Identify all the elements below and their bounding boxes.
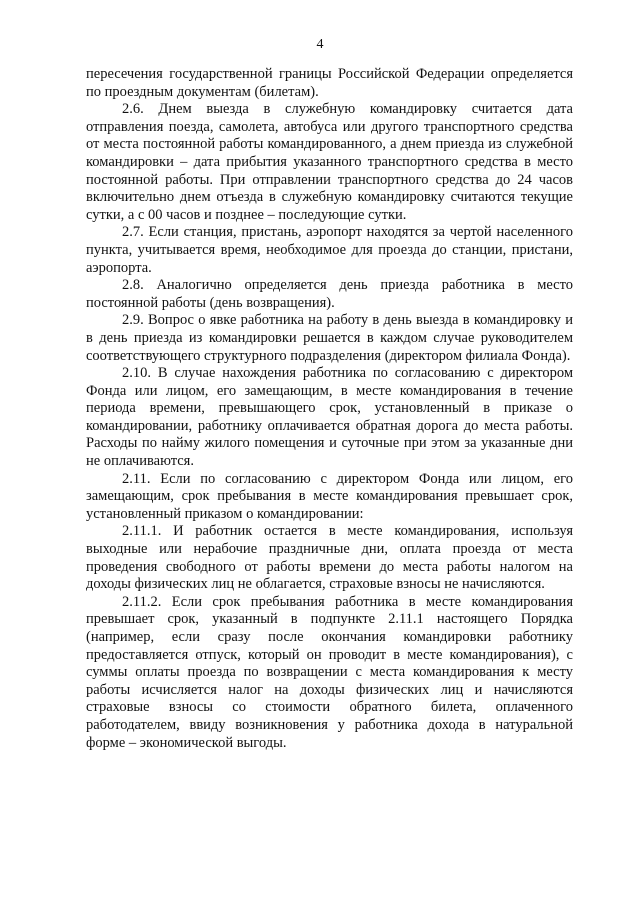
paragraph-2-8: 2.8. Аналогично определяется день приезда работника в место постоянной работы (день возвращения). — [86, 277, 573, 311]
paragraph-continuation: пересечения государственной границы Российской Федерации определяется по проездным документам (билетам). — [86, 66, 573, 100]
paragraph-2-7: 2.7. Если станция, пристань, аэропорт находятся за чертой населенного пункта, учитывается время, необходимое для проезда до станции, пристани, аэропорта. — [86, 224, 573, 276]
page-number: 4 — [316, 37, 324, 52]
paragraph-2-6: 2.6. Днем выезда в служебную командировку считается дата отправления поезда, самолета, автобуса или другого транспортного средства от места постоянной работы командированного, а днем приезда из служебной командировки – дата прибытия указанного транспортного средства в место постоянной работы. При отправлении транспортного средства до 24 часов включительно днем отъезда в служебную командировку считаются текущие сутки, а с 00 часов и позднее – последующие сутки. — [86, 101, 573, 223]
paragraph-2-11-1: 2.11.1. И работник остается в месте командирования, используя выходные или нерабочие праздничные дни, оплата проезда от места проведения свободного от работы времени до места работы налогом на доходы физических лиц не облагается, страховые взносы не начисляются. — [86, 523, 573, 593]
paragraph-2-10: 2.10. В случае нахождения работника по согласованию с директором Фонда или лицом, его замещающим, в месте командирования в течение периода времени, превышающего срок, установленный в приказе о командировании, работнику оплачивается обратная дорога до места работы. Расходы по найму жилого помещения и суточные при этом за указанные дни не оплачиваются. — [86, 365, 573, 470]
paragraph-2-9: 2.9. Вопрос о явке работника на работу в день выезда в командировку и в день приезда из командировки решается в каждом случае руководителем соответствующего структурного подразделения (директором филиала Фонда). — [86, 312, 573, 364]
paragraph-2-11: 2.11. Если по согласованию с директором Фонда или лицом, его замещающим, срок пребывания в месте командирования превышает срок, установленный приказом о командировании: — [86, 470, 573, 522]
paragraph-2-11-2: 2.11.2. Если срок пребывания работника в месте командирования превышает срок, указанный в подпункте 2.11.1 настоящего Порядка (например, если сразу после окончания командировки работнику предоставляется отпуск, который он проводит в месте командирования), с суммы оплаты проезда по возвращении с места командирования к месту работы исчисляется налог на доходы физических лиц и начисляются страховые взносы со стоимости обратного билета, оплаченного работодателем, ввиду возникновения у работника дохода в натуральной форме – экономической выгоды. — [86, 593, 573, 751]
document-body — [86, 66, 573, 752]
